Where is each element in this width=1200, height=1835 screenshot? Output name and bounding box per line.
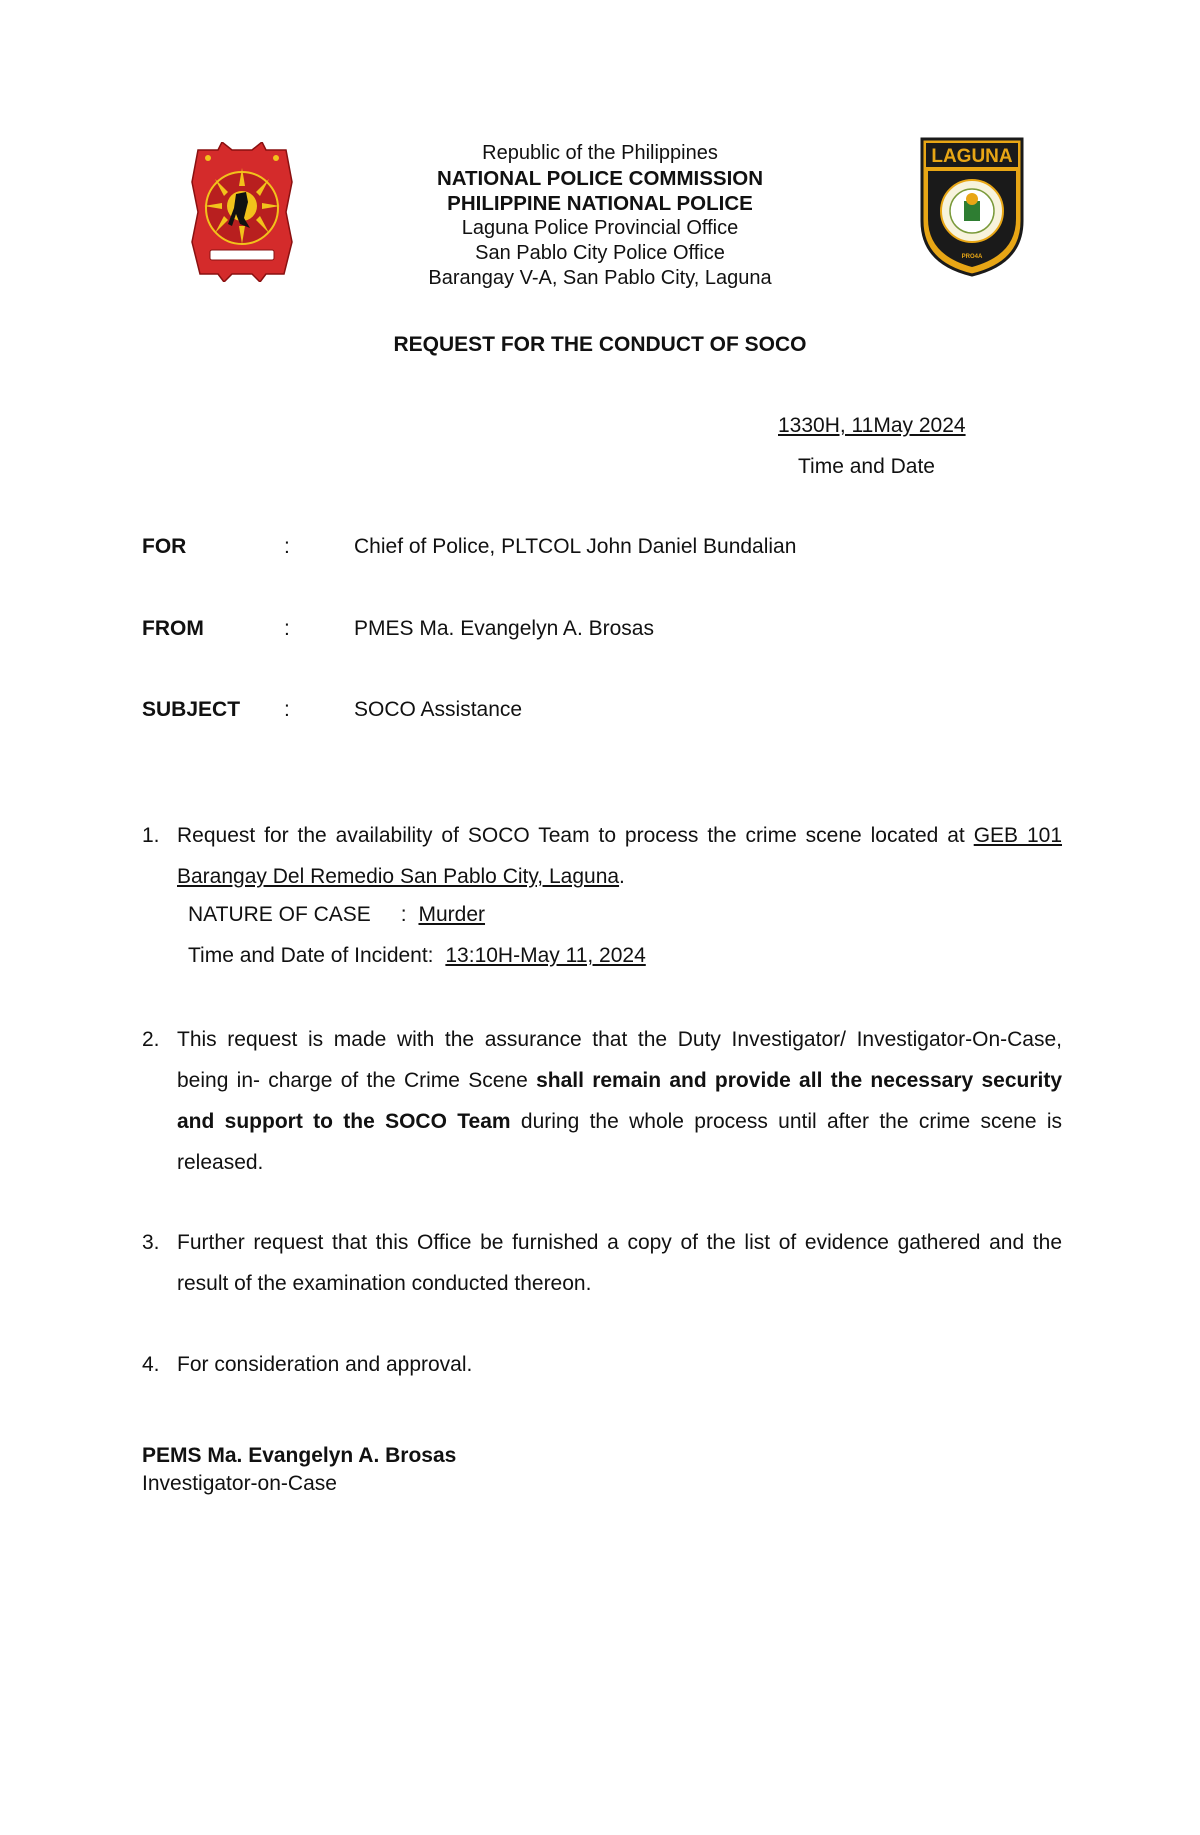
memo-for-label: FOR [142,535,187,558]
p2-bold-text: shall remain and provide all the necessary security and support to the SOCO Team [177,1069,1063,1133]
nature-value: Murder [418,903,486,926]
paragraph-body [177,815,1062,897]
paragraph-number: 2. [142,1028,160,1051]
paragraph-number: 3. [142,1231,160,1254]
paragraph-1 [142,815,1062,897]
commission-line: NATIONAL POLICE COMMISSION [436,167,764,190]
paragraph-3 [142,1222,1062,1304]
paragraph-body: For consideration and approval. [177,1353,473,1376]
p1-period: . [619,865,625,888]
memo-subject-label: SUBJECT [142,698,241,721]
datetime-value: 1330H, 11May 2024 [778,414,966,437]
laguna-badge-code: PRO4A [961,254,983,260]
memo-for-value: Chief of Police, PLTCOL John Daniel Bundalian [354,535,797,558]
signatory-name: PEMS Ma. Evangelyn A. Brosas [142,1444,457,1467]
incident-label: Time and Date of Incident: [188,944,434,967]
provincial-office-line: Laguna Police Provincial Office [461,217,739,239]
laguna-badge-label: LAGUNA [931,146,1013,167]
p1-location: GEB 101 Barangay Del Remedio San Pablo City, Laguna [177,824,1062,888]
memo-subject-value: SOCO Assistance [354,698,523,721]
memo-separator: : [284,698,290,721]
signatory-title: Investigator-on-Case [142,1472,337,1495]
nature-label: NATURE OF CASE [188,903,371,926]
city-office-line: San Pablo City Police Office [475,242,725,264]
document-title: REQUEST FOR THE CONDUCT OF SOCO [393,333,807,356]
paragraph-body: Further request that this Office be furnished a copy of the list of evidence gathered and the result of the examination conducted thereon. [177,1231,1062,1295]
paragraph-4 [142,1344,1062,1385]
republic-line: Republic of the Philippines [482,142,718,164]
nature-separator: : [400,903,407,926]
laguna-ppo-badge-logo [918,135,1026,277]
paragraph-body [177,1019,1062,1183]
datetime-caption: Time and Date [798,455,935,478]
incident-value: 13:10H-May 11, 2024 [445,944,646,967]
nature-of-case-row [188,903,485,927]
pnp-line: PHILIPPINE NATIONAL POLICE [447,192,753,215]
letterhead [330,141,870,291]
memo-separator: : [284,617,290,640]
paragraph-number: 1. [142,824,160,847]
p2-text-b: during the whole process until after the crime scene is released. [177,1110,1063,1174]
address-line: Barangay V-A, San Pablo City, Laguna [428,267,772,289]
memo-from-value: PMES Ma. Evangelyn A. Brosas [354,617,654,640]
memo-from-label: FROM [142,617,204,640]
p2-text-a: This request is made with the assurance that the Duty Investigator/ Investigator-On-Case, being in- charge of the Crime Scene [177,1028,1062,1092]
paragraph-2 [142,1019,1062,1183]
paragraph-number: 4. [142,1353,160,1376]
incident-row [188,944,646,968]
p1-text: Request for the availability of SOCO Team to process the crime scene located at [177,824,965,847]
memo-separator: : [284,535,290,558]
pnp-seal-logo [188,142,296,282]
